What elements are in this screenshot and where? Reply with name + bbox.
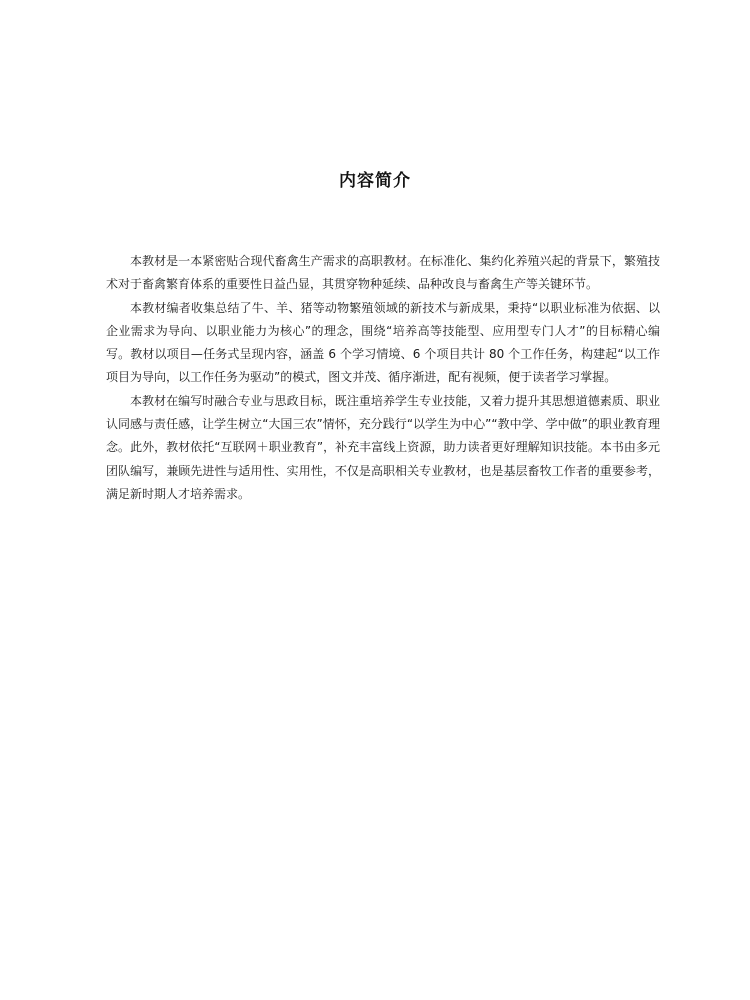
paragraph-1: 本教材是一本紧密贴合现代畜禽生产需求的高职教材。在标准化、集约化养殖兴起的背景下，繁殖技术对于畜禽繁育体系的重要性日益凸显，其贯穿物种延续、品种改良与畜禽生产等关键环节。 [106,254,660,292]
body-text [106,250,660,506]
paragraph-3: 本教材在编写时融合专业与思政目标，既注重培养学生专业技能，又着力提升其思想道德素质、职业认同感与责任感，让学生树立“大国三农”情怀，充分践行“以学生为中心”“教中学、学中做”的职业教育理念。此外，教材依托“互联网＋职业教育”，补充丰富线上资源，助力读者更好理解知识技能。本书由多元团队编写，兼顾先进性与适用性、实用性，不仅是高职相关专业教材，也是基层畜牧工作者的重要参考，满足新时期人才培养需求。 [106,393,660,501]
paragraph-2: 本教材编者收集总结了牛、羊、猪等动物繁殖领域的新技术与新成果，秉持“以职业标准为依据、以企业需求为导向、以职业能力为核心”的理念，围绕“培养高等技能型、应用型专门人才”的目标精心编写。教材以项目—任务式呈现内容，涵盖 6 个学习情境、6 个项目共计 80 个工作任务，构建起“以工作项目为导向，以工作任务为驱动”的模式，图文并茂、循序渐进，配有视频，便于读者学习掌握。 [106,300,660,385]
page-title: 内容简介 [339,171,411,191]
